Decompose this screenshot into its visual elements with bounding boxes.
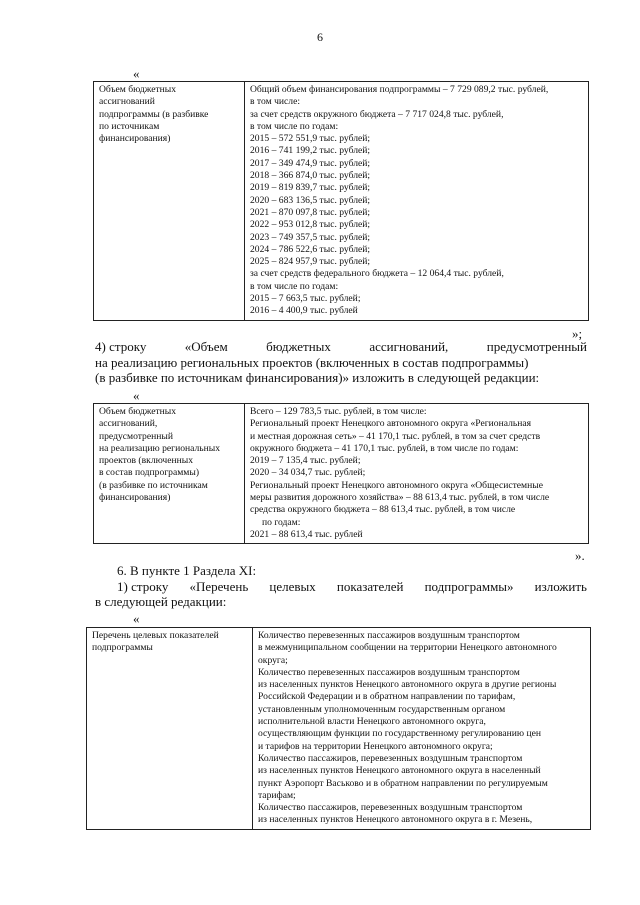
value-line: 2019 – 7 135,4 тыс. рублей; (250, 455, 361, 467)
value-line: 2024 – 786 522,6 тыс. рублей; (250, 243, 371, 255)
value-line: 2025 – 824 957,9 тыс. рублей; (250, 256, 371, 268)
value-line: за счет средств федерального бюджета – 12 064,4 тыс. рублей, (250, 268, 504, 280)
value-line: в том числе по годам: (250, 280, 339, 292)
regional-projects-label (94, 404, 245, 544)
label-line: Объем бюджетных (99, 84, 177, 95)
value-line: тарифам; (258, 789, 296, 801)
value-line: 2018 – 366 874,0 тыс. рублей; (250, 170, 371, 182)
value-line: 2016 – 4 400,9 тыс. рублей (250, 305, 358, 317)
label-line: Перечень целевых показателей (92, 630, 219, 641)
section-6 (95, 563, 587, 610)
value-line: в межмуниципальном сообщении на территории Ненецкого автономного (258, 642, 557, 654)
word: изложить (534, 578, 587, 594)
value-line: 2020 – 683 136,5 тыс. рублей; (250, 194, 371, 206)
value-line: установленным уполномоченным государственным органом (258, 703, 506, 715)
value-line: 2016 – 741 199,2 тыс. рублей; (250, 145, 371, 157)
label-line: по источникам (99, 120, 160, 132)
value-line: за счет средств окружного бюджета – 7 717 024,8 тыс. рублей, (250, 108, 504, 120)
label-line: в состав подпрограммы) (99, 467, 200, 479)
label-line: Объем бюджетных (99, 406, 177, 417)
value-line: меры развития дорожного хозяйства» – 88 613,4 тыс. рублей, в том числе (250, 492, 550, 504)
word: бюджетных (266, 339, 331, 354)
funding-table (93, 81, 589, 321)
value-line: 2022 – 953 012,8 тыс. рублей; (250, 219, 371, 231)
value-line: 2020 – 34 034,7 тыс. рублей; (250, 467, 366, 479)
label-line: подпрограммы (92, 642, 153, 654)
label-line: предусмотренный (99, 430, 173, 442)
open-quote: « (133, 66, 140, 81)
label-line: подпрограммы (в разбивке (99, 108, 209, 120)
word: «Объем (184, 339, 228, 354)
funding-value (245, 82, 589, 321)
label-line: финансирования) (99, 492, 171, 504)
section-heading: 6. В пункте 1 Раздела XI: (117, 563, 257, 578)
value-line: из населенных пунктов Ненецкого автономного округа в населенный (258, 765, 541, 777)
value-line: средства окружного бюджета – 88 613,4 тыс. рублей, в том числе (250, 504, 516, 516)
word: «Перечень (189, 578, 249, 594)
value-line: из населенных пунктов Ненецкого автономного округа в г. Мезень, (258, 814, 533, 826)
value-line: и тарифов на территории Ненецкого автономного округа; (258, 740, 493, 752)
label-line: ассигнований, (99, 418, 158, 430)
paragraph-4 (95, 339, 587, 386)
open-quote: « (133, 611, 140, 626)
page-number: 6 (317, 30, 323, 44)
value-line: 2021 – 88 613,4 тыс. рублей (250, 528, 363, 540)
label-line: ассигнований (99, 96, 155, 108)
value-line: Количество перевезенных пассажиров воздушным транспортом (258, 630, 520, 641)
paragraph-line: в следующей редакции: (95, 594, 227, 609)
open-quote: « (133, 388, 140, 403)
word: 1) строку (117, 578, 169, 594)
value-line: Региональный проект Ненецкого автономного округа «Общесистемные (250, 479, 543, 491)
value-line: Количество пассажиров, перевезенных воздушным транспортом (258, 752, 523, 764)
label-line: на реализацию региональных (99, 442, 221, 454)
paragraph-line: на реализацию региональных проектов (включенных в состав подпрограммы) (95, 354, 529, 370)
value-line: осуществляющим функции по государственному регулированию цен (258, 728, 541, 740)
value-line: Российской Федерации и в обратном направлении по тарифам, (258, 691, 516, 703)
value-line: и местная дорожная сеть» – 41 170,1 тыс. рублей, в том за счет средств (250, 430, 541, 442)
value-line: из населенных пунктов Ненецкого автономного округа в другие регионы (258, 679, 557, 691)
value-line: 2015 – 7 663,5 тыс. рублей; (250, 293, 361, 305)
value-line: по годам: (262, 516, 301, 528)
close-quote: ». (575, 548, 585, 563)
value-line: 2019 – 819 839,7 тыс. рублей; (250, 182, 371, 194)
value-line: Всего – 129 783,5 тыс. рублей, в том числе: (250, 406, 427, 417)
word: ассигнований, (369, 339, 449, 354)
regional-projects-table (93, 403, 589, 544)
paragraph-line (95, 339, 587, 355)
value-line: в том числе: (250, 96, 301, 108)
word: предусмотренный (486, 339, 587, 354)
value-line: исполнительной власти Ненецкого автономного округа, (258, 716, 486, 728)
word: целевых (269, 578, 316, 594)
indicators-value (253, 628, 591, 830)
value-line: Региональный проект Ненецкого автономного округа «Региональная (250, 418, 532, 430)
value-line: 2023 – 749 357,5 тыс. рублей; (250, 231, 371, 243)
word: 4) строку (95, 339, 147, 354)
indicators-table (86, 627, 591, 830)
close-quote: »; (572, 326, 583, 341)
value-line: пункт Аэропорт Васьково и в обратном направлении по регулируемым (258, 777, 548, 789)
value-line: 2015 – 572 551,9 тыс. рублей; (250, 133, 371, 145)
value-line: Количество перевезенных пассажиров воздушным транспортом (258, 666, 520, 678)
value-line: 2017 – 349 474,9 тыс. рублей; (250, 157, 371, 169)
label-line: (в разбивке по источникам (99, 479, 208, 491)
word: показателей (336, 578, 404, 594)
funding-label (94, 82, 245, 321)
label-line: проектов (включенных (99, 455, 193, 467)
value-line: в том числе по годам: (250, 120, 339, 132)
value-line: окружного бюджета – 41 170,1 тыс. рублей, в том числе по годам: (250, 442, 519, 454)
regional-projects-value (245, 404, 589, 544)
word: подпрограммы» (424, 578, 514, 594)
indicators-label (87, 628, 253, 830)
paragraph-line: (в разбивке по источникам финансирования)» изложить в следующей редакции: (95, 370, 540, 385)
value-line: 2021 – 870 097,8 тыс. рублей; (250, 206, 371, 218)
value-line: округа; (258, 654, 288, 666)
value-line: Количество пассажиров, перевезенных воздушным транспортом (258, 802, 523, 814)
value-line: Общий объем финансирования подпрограммы – 7 729 089,2 тыс. рублей, (250, 84, 549, 95)
label-line: финансирования) (99, 133, 171, 145)
paragraph-line (95, 579, 587, 595)
